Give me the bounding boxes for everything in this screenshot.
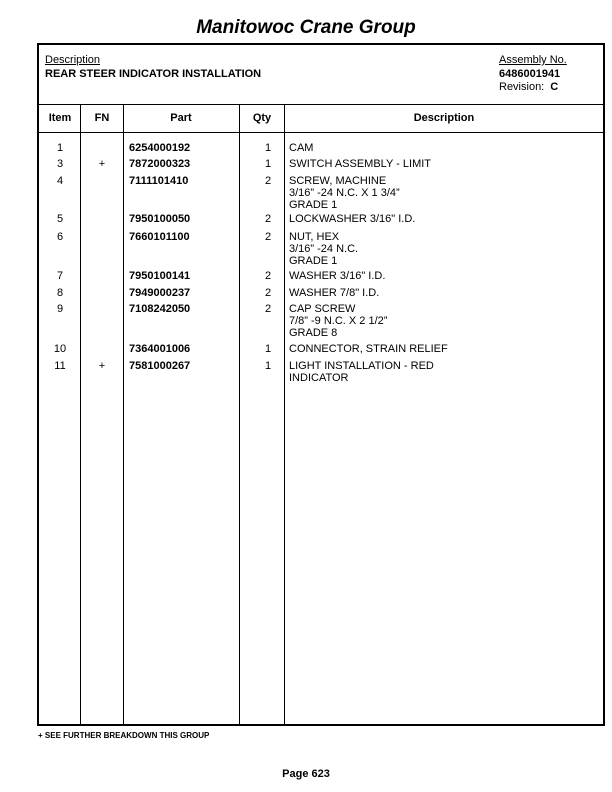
part-number-cell: 7949000237 bbox=[129, 287, 191, 299]
description-cell: LIGHT INSTALLATION - RED INDICATOR bbox=[289, 360, 434, 384]
part-number-cell: 7950100050 bbox=[129, 213, 191, 225]
description-cell: CONNECTOR, STRAIN RELIEF bbox=[289, 343, 448, 355]
column-header-part: Part bbox=[170, 112, 192, 124]
assembly-description: REAR STEER INDICATOR INSTALLATION bbox=[45, 68, 262, 80]
assembly-header bbox=[39, 45, 603, 105]
item-cell: 7 bbox=[56, 270, 64, 282]
description-cell: CAP SCREW 7/8” -9 N.C. X 2 1/2” GRADE 8 bbox=[289, 303, 388, 339]
item-cell: 9 bbox=[56, 303, 64, 315]
item-cell: 5 bbox=[56, 213, 64, 225]
quantity-cell: 2 bbox=[264, 213, 272, 225]
part-number-cell: 7660101100 bbox=[129, 231, 190, 243]
revision-value: C bbox=[550, 81, 559, 93]
page-title: Manitowoc Crane Group bbox=[196, 17, 416, 38]
assembly-number-label: Assembly No. bbox=[499, 54, 567, 66]
part-number-cell: 7872000323 bbox=[129, 158, 191, 170]
quantity-cell: 1 bbox=[264, 360, 272, 372]
item-cell: 1 bbox=[56, 142, 64, 154]
item-cell: 3 bbox=[56, 158, 64, 170]
column-divider bbox=[284, 104, 285, 724]
part-number-cell: 6254000192 bbox=[129, 142, 191, 154]
item-cell: 6 bbox=[56, 231, 64, 243]
item-cell: 4 bbox=[56, 175, 64, 187]
column-divider bbox=[80, 104, 81, 724]
item-cell: 11 bbox=[54, 360, 66, 372]
quantity-cell: 2 bbox=[264, 303, 272, 315]
page-number: Page 623 bbox=[282, 768, 330, 780]
item-cell: 8 bbox=[56, 287, 64, 299]
column-divider bbox=[239, 104, 240, 724]
footnote: + SEE FURTHER BREAKDOWN THIS GROUP bbox=[38, 731, 210, 740]
description-cell: SCREW, MACHINE 3/16” -24 N.C. X 1 3/4” GRADE 1 bbox=[289, 175, 400, 211]
part-number-cell: 7108242050 bbox=[129, 303, 191, 315]
fn-cell: + bbox=[98, 158, 106, 170]
description-label: Description bbox=[45, 54, 101, 66]
quantity-cell: 1 bbox=[264, 142, 272, 154]
column-divider bbox=[123, 104, 124, 724]
description-cell: WASHER 3/16" I.D. bbox=[289, 270, 386, 282]
part-number-cell: 7950100141 bbox=[129, 270, 191, 282]
quantity-cell: 2 bbox=[264, 175, 272, 187]
quantity-cell: 2 bbox=[264, 270, 272, 282]
description-cell: NUT, HEX 3/16” -24 N.C. GRADE 1 bbox=[289, 231, 359, 267]
quantity-cell: 1 bbox=[264, 343, 272, 355]
description-cell: LOCKWASHER 3/16" I.D. bbox=[289, 213, 416, 225]
quantity-cell: 2 bbox=[264, 287, 272, 299]
description-cell: WASHER 7/8" I.D. bbox=[289, 287, 380, 299]
column-header-description: Description bbox=[413, 112, 475, 124]
parts-list-frame bbox=[37, 43, 605, 726]
revision-label: Revision: bbox=[499, 81, 545, 93]
quantity-cell: 2 bbox=[264, 231, 272, 243]
fn-cell: + bbox=[98, 360, 106, 372]
item-cell: 10 bbox=[53, 343, 67, 355]
part-number-cell: 7581000267 bbox=[129, 360, 191, 372]
column-header-fn: FN bbox=[94, 112, 110, 124]
column-header-qty: Qty bbox=[252, 112, 272, 124]
assembly-number: 6486001941 bbox=[499, 68, 561, 80]
description-cell: SWITCH ASSEMBLY - LIMIT bbox=[289, 158, 432, 170]
column-header-item: Item bbox=[48, 112, 72, 124]
description-cell: CAM bbox=[289, 142, 314, 154]
part-number-cell: 7111101410 bbox=[129, 175, 189, 187]
revision bbox=[499, 81, 558, 93]
part-number-cell: 7364001006 bbox=[129, 343, 191, 355]
quantity-cell: 1 bbox=[264, 158, 272, 170]
